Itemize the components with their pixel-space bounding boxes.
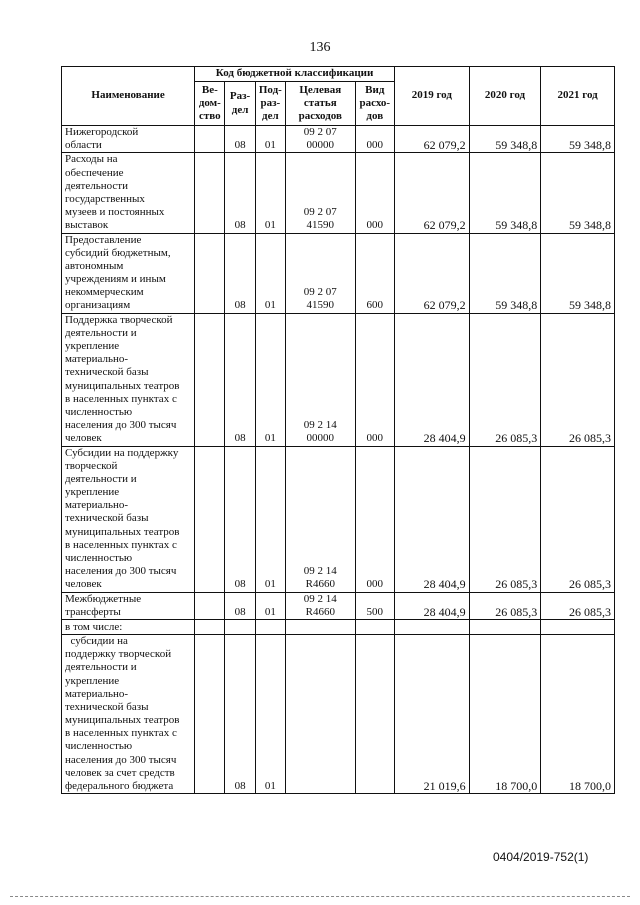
- cell-target-article: 09 2 07 41590: [285, 233, 355, 313]
- cell-2019: 28 404,9: [394, 592, 469, 619]
- cell-target-article: 09 2 14 R4660: [285, 592, 355, 619]
- cell-target-article: 09 2 14 R4660: [285, 446, 355, 592]
- cell-razdel: 08: [225, 126, 255, 153]
- cell-2020: 26 085,3: [469, 592, 541, 619]
- table-row: [62, 153, 615, 233]
- cell-name: Расходы на обеспечение деятельности государственных музеев и постоянных выставок: [62, 153, 195, 233]
- header-classification-group: Код бюджетной классификации: [195, 67, 395, 82]
- table-row: [62, 126, 615, 153]
- header-expense-type: Вид расхо- дов: [355, 82, 394, 126]
- cell-expense-type: [355, 619, 394, 634]
- cell-2021: 59 348,8: [541, 233, 615, 313]
- cell-expense-type: 000: [355, 446, 394, 592]
- cell-podrazdel: 01: [255, 153, 285, 233]
- cell-2021: 18 700,0: [541, 634, 615, 793]
- page-number: 136: [309, 40, 331, 55]
- cell-podrazdel: [255, 619, 285, 634]
- cell-name: Межбюджетные трансферты: [62, 592, 195, 619]
- header-2020: 2020 год: [469, 67, 541, 126]
- cell-podrazdel: 01: [255, 634, 285, 793]
- header-name: Наименование: [62, 67, 195, 126]
- header-podrazdel: Под- раз- дел: [255, 82, 285, 126]
- table-row: [62, 446, 615, 592]
- cell-podrazdel: 01: [255, 313, 285, 446]
- cell-expense-type: 000: [355, 126, 394, 153]
- cell-target-article: 09 2 07 41590: [285, 153, 355, 233]
- header-target-article: Целевая статья расходов: [285, 82, 355, 126]
- cell-2020: 59 348,8: [469, 153, 541, 233]
- table-row: [62, 313, 615, 446]
- table-row: [62, 634, 615, 793]
- cell-2019: 62 079,2: [394, 126, 469, 153]
- cell-expense-type: 000: [355, 313, 394, 446]
- header-2019: 2019 год: [394, 67, 469, 126]
- budget-table: [61, 66, 615, 794]
- cell-razdel: 08: [225, 313, 255, 446]
- table-row: [62, 233, 615, 313]
- cell-expense-type: 500: [355, 592, 394, 619]
- cell-2021: [541, 619, 615, 634]
- cell-podrazdel: 01: [255, 126, 285, 153]
- cell-vedomstvo: [195, 313, 225, 446]
- cell-2020: [469, 619, 541, 634]
- cell-2021: 59 348,8: [541, 153, 615, 233]
- cell-2020: 59 348,8: [469, 126, 541, 153]
- cell-vedomstvo: [195, 126, 225, 153]
- cell-expense-type: 000: [355, 153, 394, 233]
- cell-expense-type: [355, 634, 394, 793]
- cell-razdel: 08: [225, 153, 255, 233]
- table-body: [62, 126, 615, 794]
- cell-name: Нижегородской области: [62, 126, 195, 153]
- cell-target-article: [285, 634, 355, 793]
- cell-2020: 26 085,3: [469, 446, 541, 592]
- cell-2021: 26 085,3: [541, 592, 615, 619]
- cell-2019: 21 019,6: [394, 634, 469, 793]
- cell-name: Предоставление субсидий бюджетным, автономным учреждениям и иным некоммерческим организациям: [62, 233, 195, 313]
- cell-target-article: 09 2 07 00000: [285, 126, 355, 153]
- cell-2020: 26 085,3: [469, 313, 541, 446]
- header-razdel: Раз- дел: [225, 82, 255, 126]
- cell-name: Поддержка творческой деятельности и укрепление материально- технической базы муниципальных театров в населенных пунктах с численностью населения до 300 тысяч человек: [62, 313, 195, 446]
- cell-name: Субсидии на поддержку творческой деятельности и укрепление материально- технической базы муниципальных театров в населенных пунктах с численностью населения до 300 тысяч человек: [62, 446, 195, 592]
- document-code: 0404/2019-752(1): [493, 850, 589, 864]
- cell-2019: 28 404,9: [394, 313, 469, 446]
- cell-podrazdel: 01: [255, 446, 285, 592]
- cell-target-article: 09 2 14 00000: [285, 313, 355, 446]
- cell-razdel: 08: [225, 233, 255, 313]
- cell-razdel: 08: [225, 592, 255, 619]
- cell-vedomstvo: [195, 592, 225, 619]
- cell-2021: 26 085,3: [541, 446, 615, 592]
- cell-vedomstvo: [195, 233, 225, 313]
- cell-2021: 59 348,8: [541, 126, 615, 153]
- cell-expense-type: 600: [355, 233, 394, 313]
- cell-vedomstvo: [195, 446, 225, 592]
- cell-2019: 28 404,9: [394, 446, 469, 592]
- bottom-rule: [10, 896, 630, 897]
- table-row: [62, 619, 615, 634]
- cell-target-article: [285, 619, 355, 634]
- cell-vedomstvo: [195, 153, 225, 233]
- cell-name: в том числе:: [62, 619, 195, 634]
- cell-2020: 18 700,0: [469, 634, 541, 793]
- cell-vedomstvo: [195, 619, 225, 634]
- header-2021: 2021 год: [541, 67, 615, 126]
- header-vedomstvo: Ве- дом- ство: [195, 82, 225, 126]
- cell-2021: 26 085,3: [541, 313, 615, 446]
- cell-2019: [394, 619, 469, 634]
- cell-2019: 62 079,2: [394, 153, 469, 233]
- cell-name: субсидии на поддержку творческой деятельности и укрепление материально- технической базы муниципальных театров в населенных пунктах с численностью населения до 300 тысяч человек за счет средств федерального бюджета: [62, 634, 195, 793]
- table-row: [62, 592, 615, 619]
- cell-razdel: [225, 619, 255, 634]
- cell-podrazdel: 01: [255, 233, 285, 313]
- cell-2020: 59 348,8: [469, 233, 541, 313]
- cell-vedomstvo: [195, 634, 225, 793]
- cell-2019: 62 079,2: [394, 233, 469, 313]
- cell-razdel: 08: [225, 446, 255, 592]
- cell-podrazdel: 01: [255, 592, 285, 619]
- cell-razdel: 08: [225, 634, 255, 793]
